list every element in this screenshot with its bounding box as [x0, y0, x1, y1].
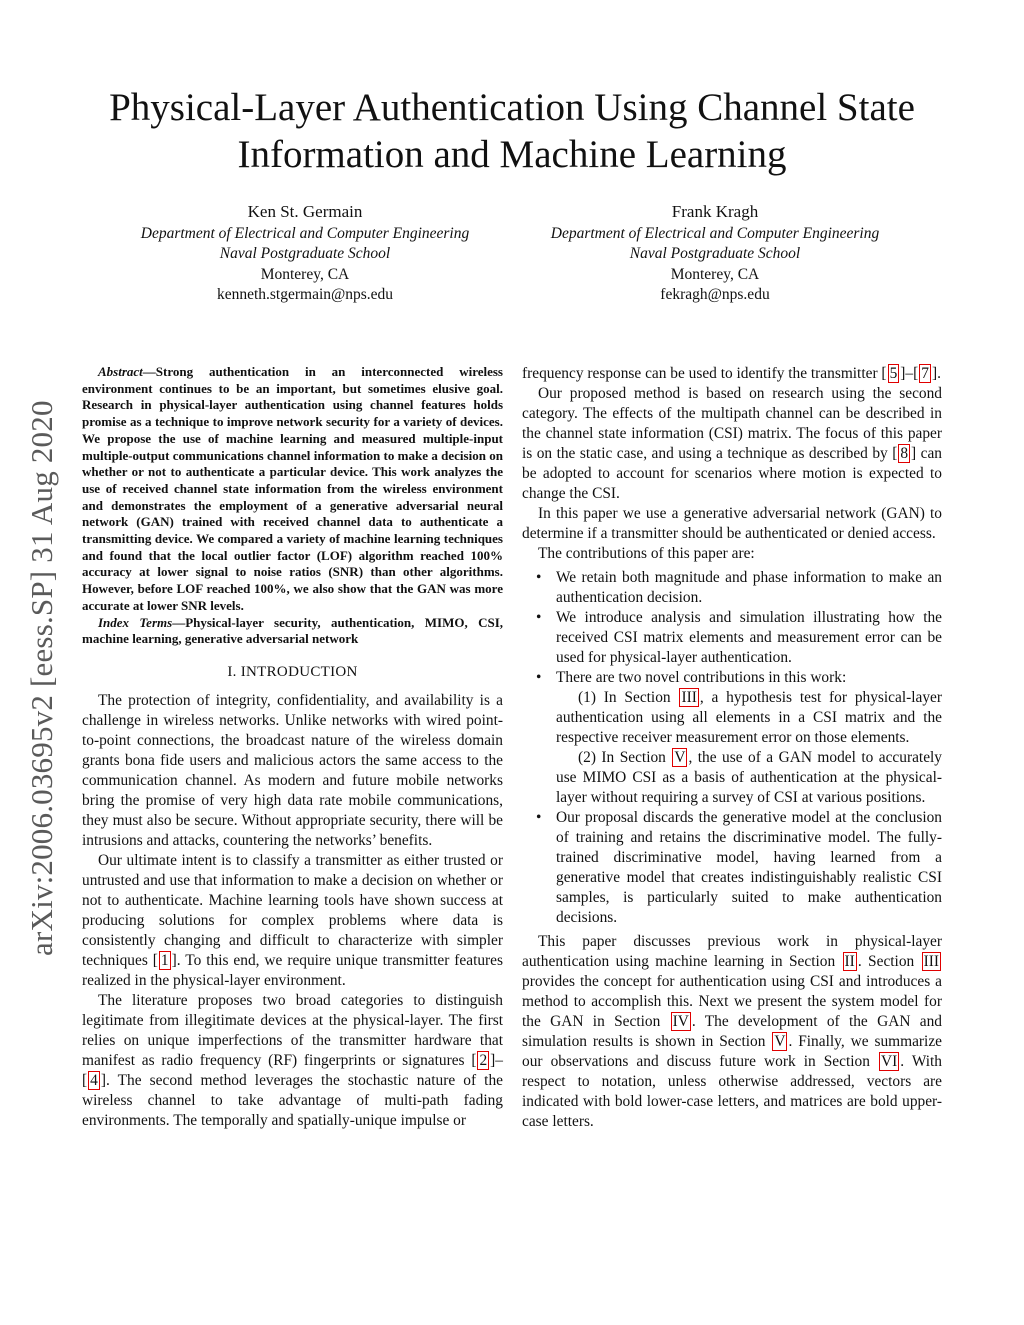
abstract-text: —Strong authentication in an interconnected wireless environment continues to be an important, but sometimes elusive goal. Research in physical-layer authentication using channel features holds promise as a technique to improve network security for a variety of devices. We propose the use of machine learning and measured multiple-input multiple-output communications channel information to make a decision on whether or not to authenticate a particular device. This work analyzes the use of received channel state information from the wireless environment and demonstrates the employment of a generative adversarial neural network (GAN) trained with received channel data to authenticate a transmitting device. We compared a variety of machine learning techniques and found that the local outlier factor (LOF) algorithm reached 100% accuracy at lower signal to noise ratios (SNR) than other algorithms. However, before LOF reached 100%, we also show that the GAN was more accurate at lower SNR levels. — [82, 364, 503, 613]
citation-link[interactable]: 2 — [479, 1051, 488, 1069]
author-department: Department of Electrical and Computer Engineering — [550, 224, 880, 242]
right-paragraph-2: Our proposed method is based on research using the second category. The effects of the multipath channel can be described in the channel state information (CSI) matrix. The focus of this paper is on the static case, and using a technique as described by [ 8 ] can be adopted to account for scenarios where motion is expected to change the CSI. — [522, 385, 942, 502]
section-link[interactable]: III — [923, 953, 939, 970]
author-name: Ken St. Germain — [247, 202, 363, 221]
list-item: • There are two novel contributions in this work: (1) In Section III , a hypothesis test for physical-layer authentication using all elements in a CSI matrix and the respective receiver measurement error on those elements. (2) In Section V , the use of a GAN model to accurately use MIMO CSI as a basis of authentication at the physical-layer without requiring a survey of CSI at various positions. — [536, 669, 942, 806]
citation-link[interactable]: 4 — [90, 1071, 98, 1089]
author-city: Monterey, CA — [670, 265, 760, 283]
sub-contribution-1: (1) In Section III , a hypothesis test for physical-layer authentication using all elements in a CSI matrix and the respective receiver measurement error on those elements. — [556, 689, 942, 746]
left-column — [82, 364, 503, 1131]
author-name: Frank Kragh — [671, 202, 759, 221]
bullet-icon: • — [536, 809, 542, 826]
abstract — [82, 364, 503, 648]
bullet-icon: • — [536, 669, 542, 686]
section-link[interactable]: III — [681, 689, 697, 706]
sub-contribution-2: (2) In Section V , the use of a GAN model to accurately use MIMO CSI as a basis of authentication at the physical-layer without requiring a survey of CSI at various positions. — [556, 749, 942, 806]
author-email[interactable]: kenneth.stgermain@nps.edu — [216, 286, 394, 303]
arxiv-stamp: arXiv:2006.03695v2 [eess.SP] 31 Aug 2020 — [24, 400, 59, 956]
paper-title — [40, 84, 984, 178]
author-school: Naval Postgraduate School — [219, 245, 391, 262]
right-paragraph-5: This paper discusses previous work in physical-layer authentication using machine learning in Section II . Section III provides the concept for authentication using CSI and introduces a method to accomplish this. Next we present the system model for the GAN in Section IV . The development of the GAN and simulation results is shown in Section V . Finally, we summarize our observations and discuss future work in Section VI . With respect to notation, unless otherwise addressed, vectors are indicated with bold lower-case letters, and matrices are bold upper-case letters. — [522, 933, 943, 1130]
section-link[interactable]: II — [844, 953, 855, 970]
author-city: Monterey, CA — [260, 265, 350, 283]
author-block-2 — [525, 202, 905, 306]
section-link[interactable]: V — [674, 749, 686, 766]
intro-paragraph-2: Our ultimate intent is to classify a transmitter as either trusted or untrusted and use that information to make a decision on whether or not to authenticate. Machine learning tools have shown success at producing solutions for complex problems where data is consistently changing and difficult to characterize with simpler techniques [ 1 ]. To this end, we require unique transmitter features realized in the physical-layer environment. — [82, 851, 503, 989]
bullet-icon: • — [536, 569, 542, 586]
intro-paragraph-1: The protection of integrity, confidentiality, and availability is a challenge in wireless networks. Unlike networks with wired point-to-point connections, the broadcast nature of the wireless domain grants bona fide users and malicious actors the same access to the communication channel. As modern and future mobile networks bring the promise of very high data rate mobile communications, they must also be secure. Without appropriate security, there will be intrusions and attacks, countering the networks’ benefits. — [82, 691, 503, 849]
bullet-icon: • — [536, 609, 542, 626]
citation-link[interactable]: 1 — [160, 951, 169, 969]
author-email[interactable]: fekragh@nps.edu — [660, 286, 770, 303]
author-department: Department of Electrical and Computer Engineering — [140, 224, 470, 242]
author-block-1 — [115, 202, 495, 306]
citation-link[interactable]: 5 — [889, 365, 898, 382]
citation-link[interactable]: 8 — [900, 445, 909, 462]
list-item: • Our proposal discards the generative model at the conclusion of training and retains the discriminative model. The fully-trained discriminative model, having learned from a generative model that creates indistinguishably realistic CSI samples, is particularly suited to make authentication decisions. — [536, 809, 942, 926]
right-paragraph-4: The contributions of this paper are: — [538, 545, 755, 562]
citation-link[interactable]: 7 — [921, 365, 929, 382]
section-heading-introduction: I. INTRODUCTION — [227, 663, 358, 680]
author-school: Naval Postgraduate School — [629, 245, 801, 262]
right-paragraph-3: In this paper we use a generative adversarial network (GAN) to determine if a transmitter should be authenticated or denied access. — [522, 505, 942, 542]
list-item: • We introduce analysis and simulation illustrating how the received CSI matrix elements and measurement error can be used for physical-layer authentication. — [536, 609, 942, 666]
index-terms-label: Index Terms — [98, 614, 173, 630]
index-terms-text: —Physical-layer security, authentication, MIMO, CSI, machine learning, generative adversarial network — [82, 614, 504, 647]
section-link[interactable]: V — [774, 1033, 786, 1050]
right-paragraph-1: frequency response can be used to identify the transmitter [ 5 ]–[ 7 ]. — [522, 365, 941, 382]
section-link[interactable]: IV — [672, 1013, 689, 1030]
list-item: • We retain both magnitude and phase information to make an authentication decision. — [536, 569, 942, 606]
contributions-list — [522, 568, 942, 928]
section-link[interactable]: VI — [880, 1053, 898, 1070]
title-line-1: Physical-Layer Authentication Using Channel State — [109, 86, 915, 129]
abstract-label: Abstract — [98, 364, 143, 379]
title-line-2: Information and Machine Learning — [237, 133, 787, 176]
intro-paragraph-3: The literature proposes two broad categories to distinguish legitimate from illegitimate devices at the physical-layer. The first relies on unique imperfections of the transmitter hardware that manifest as radio frequency (RF) fingerprints or signatures [ 2 ]–[ 4 ]. The second method leverages the stochastic nature of the wireless channel to take advantage of multi-path fading environments. The temporally and spatially-unique impulse or — [82, 991, 503, 1129]
right-column — [522, 364, 942, 1132]
